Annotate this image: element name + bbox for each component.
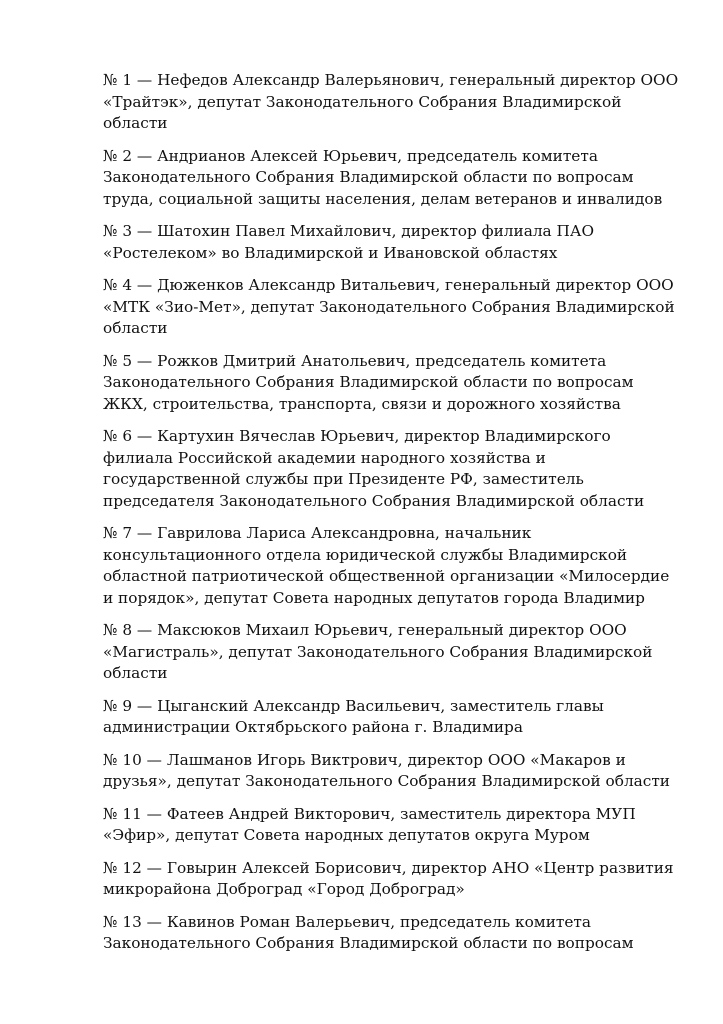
document-page xyxy=(103,70,683,966)
list-item-1: № 1 — Нефедов Александр Валерьянович, генеральный директор ООО «Трайтэк», депутат Законодательного Собрания Владимирской области xyxy=(103,71,679,132)
list-item-4: № 4 — Дюженков Александр Витальевич, генеральный директор ООО «МТК «Зио-Мет», депутат Законодательного Собрания Владимирской области xyxy=(103,276,675,337)
list-item-5: № 5 — Рожков Дмитрий Анатольевич, председатель комитета Законодательного Собрания Владимирской области по вопросам ЖКХ, строительства, транспорта, связи и дорожного хозяйства xyxy=(103,351,634,413)
list-item-13: № 13 — Кавинов Роман Валерьевич, председатель комитета Законодательного Собрания Владимирской области по вопросам xyxy=(103,912,634,952)
list-item-12: № 12 — Говырин Алексей Борисович, директор АНО «Центр развития микрорайона Доброград «Город Доброград» xyxy=(103,858,674,898)
list-item-6: № 6 — Картухин Вячеслав Юрьевич, директор Владимирского филиала Российской академии народного хозяйства и государственной службы при Президенте РФ, заместитель председателя Законодательного Собрания Владимирской области xyxy=(103,427,645,510)
list-item-7: № 7 — Гаврилова Лариса Александровна, начальник консультационного отдела юридической службы Владимирской областной патриотической общественной организации «Милосердие и порядок», депутат Совета народных депутатов города Владимир xyxy=(103,524,670,607)
list-item-8: № 8 — Максюков Михаил Юрьевич, генеральный директор ООО «Магистраль», депутат Законодательного Собрания Владимирской области xyxy=(103,621,653,682)
list-item-3: № 3 — Шатохин Павел Михайлович, директор филиала ПАО «Ростелеком» во Владимирской и Ивановской областях xyxy=(103,222,595,262)
list-item-9: № 9 — Цыганский Александр Васильевич, заместитель главы администрации Октябрьского района г. Владимира xyxy=(103,696,604,736)
list-item-10: № 10 — Лашманов Игорь Виктрович, директор ООО «Макаров и друзья», депутат Законодательного Собрания Владимирской области xyxy=(103,750,671,790)
list-item-11: № 11 — Фатеев Андрей Викторович, заместитель директора МУП «Эфир», депутат Совета народных депутатов округа Муром xyxy=(103,804,636,844)
list-item-2: № 2 — Андрианов Алексей Юрьевич, председатель комитета Законодательного Собрания Владимирской области по вопросам труда, социальной защиты населения, делам ветеранов и инвалидов xyxy=(103,146,663,208)
